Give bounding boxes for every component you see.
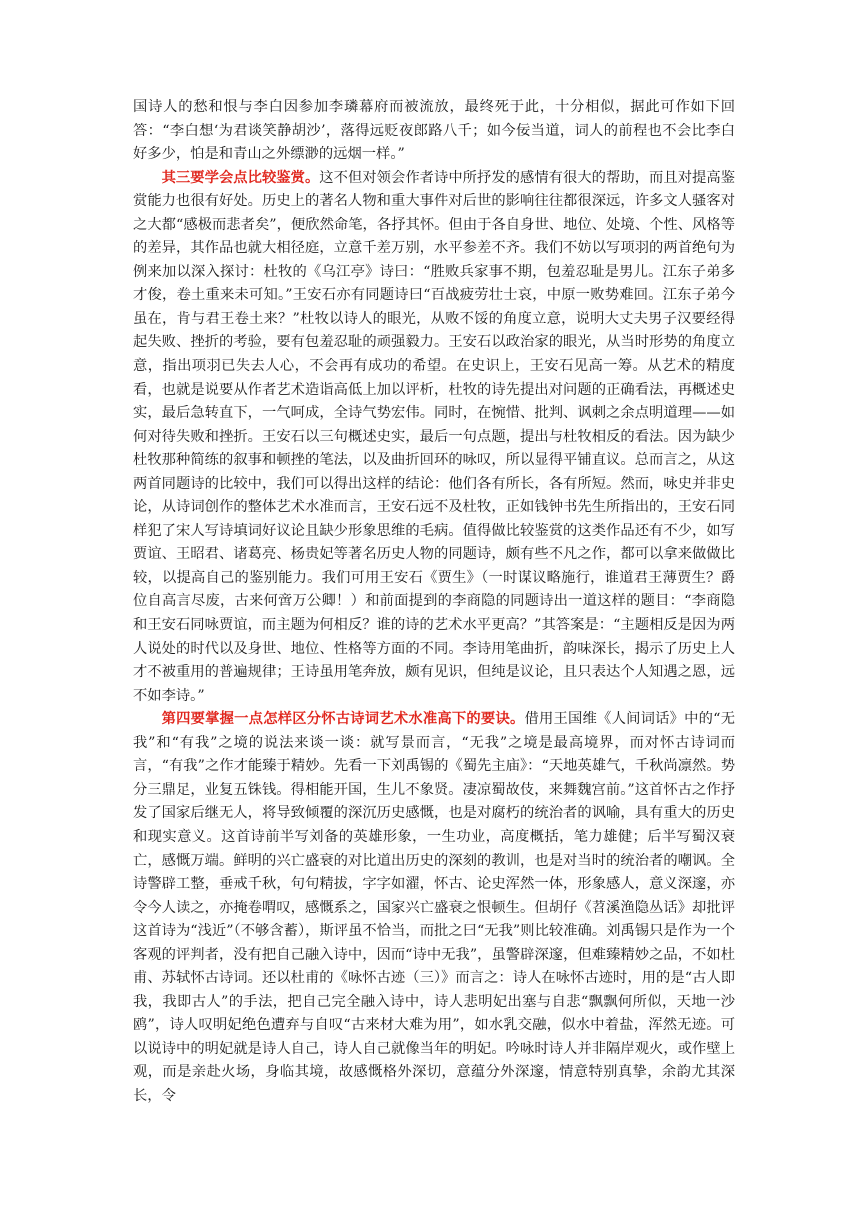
paragraph-3-text: 借用王国维《人间词话》中的“无我”和“有我”之境的说法来谈一谈：就写景而言，“无我”之境是最高境界，而对怀古诗词而言，“有我”之作才能臻于精妙。先看一下刘禹锡的《蜀先主庙》：“天地英雄气，千秋尚凛然。势分三鼎足，业复五铢钱。得相能开国，生儿不象贤。凄凉蜀故伎，来舞魏宫前。”这首怀古之作抒发了国家后继无人，将导致倾覆的深沉历史感慨，也是对腐朽的统治者的讽喻，具有重大的历史和现实意义。这首诗前半写刘备的英雄形象，一生功业，高度概括，笔力雄健；后半写蜀汉衰亡，感慨万端。鲜明的兴亡盛衰的对比道出历史的深刻的教训，也是对当时的统治者的嘲讽。全诗警辟工整，垂戒千秋，句句精拔，字字如濯，怀古、论史浑然一体，形象感人，意义深邃，亦令今人读之，亦掩卷喟叹，感慨系之，国家兴亡盛衰之恨顿生。但胡仔《苕溪渔隐丛话》却批评这首诗为“浅近”（不够含蓄），斯评虽不恰当，而批之曰“无我”则比较准确。刘禹锡只是作为一个客观的评判者，没有把自己融入诗中，因而“诗中无我”，虽警辟深邃，但难臻精妙之品，不如杜甫、苏轼怀古诗词。还以杜甫的《咏怀古迹（三）》而言之：诗人在咏怀古迹时，用的是“古人即我，我即古人”的手法，把自己完全融入诗中，诗人悲明妃出塞与自悲“飘飘何所似，天地一沙鸥”，诗人叹明妃绝色遭弃与自叹“古来材大难为用”，如水乳交融，似水中着盐，浑然无迹。可以说诗中的明妃就是诗人自己，诗人自己就像当年的明妃。吟咏时诗人并非隔岸观火，或作壁上观，而是亲赴火场，身临其境，故感慨格外深切，意蕴分外深邃，情意特别真挚，余韵尤其深长，令	[133, 711, 736, 1104]
paragraph-1-text: 国诗人的愁和恨与李白因参加李璘幕府而被流放，最终死于此，十分相似，据此可作如下回答：“李白想‘为君谈笑静胡沙’，落得远贬夜郎路八千；如今佞当道，词人的前程也不会比李白好多少，怕是和青山之外缥渺的远烟一样。”	[133, 99, 735, 163]
paragraph-2-text: 这不但对领会作者诗中所抒发的感情有很大的帮助，而且对提高鉴赏能力也很有好处。历史上的著名人物和重大事件对后世的影响往往都很深远，许多文人骚客对之大都“感极而悲者矣”，便欣然命笔，各抒其怀。但由于各自身世、地位、处境、个性、风格等的差异，其作品也就大相径庭，立意千差万别，水平参差不齐。我们不妨以写项羽的两首绝句为例来加以深入探讨：杜牧的《乌江亭》诗曰：“胜败兵家事不期，包羞忍耻是男儿。江东子弟多才俊，卷土重来未可知。”王安石亦有同题诗曰“百战疲劳壮士哀，中原一败势难回。江东子弟今虽在，肯与君王卷土来？”杜牧以诗人的眼光，从败不馁的角度立意，说明大丈夫男子汉要经得起失败、挫折的考验，要有包羞忍耻的顽强毅力。王安石以政治家的眼光，从当时形势的角度立意，指出项羽已失去人心，不会再有成功的希望。在史识上，王安石见高一筹。从艺术的精度看，也就是说要从作者艺术造诣高低上加以评析，杜牧的诗先提出对问题的正确看法，再概述史实，最后急转直下，一气呵成，全诗气势宏伟。同时，在惋惜、批判、讽刺之余点明道理——如何对待失败和挫折。王安石以三句概述史实，最后一句点题，提出与杜牧相反的看法。因为缺少杜牧那种简练的叙事和顿挫的笔法，以及曲折回环的咏叹，所以显得平铺直议。总而言之，从这两首同题诗的比较中，我们可以得出这样的结论：他们各有所长，各有所短。然而，咏史并非史论，从诗词创作的整体艺术水准而言，王安石远不及杜牧，正如钱钟书先生所指出的，王安石同样犯了宋人写诗填词好议论且缺少形象思维的毛病。值得做比较鉴赏的这类作品还有不少，如写贾谊、王昭君、诸葛亮、杨贵妃等著名历史人物的同题诗，颇有些不凡之作，都可以拿来做做比较，以提高自己的鉴别能力。我们可用王安石《贾生》（一时谋议略施行，谁道君王薄贾生？爵位自高言尽废，古来何啻万公卿！）和前面提到的李商隐的同题诗出一道这样的题目：“李商隐和王安石同咏贾谊，而主题为何相反？谁的诗的艺术水平更高？”其答案是：“主题相反是因为两人说处的时代以及身世、地位、性格等方面的不同。李诗用笔曲折，韵味深长，揭示了历史上人才不被重用的普遍规律；王诗虽用笔奔放，颇有见识，但纯是议论，且只表达个人知遇之恩，远不如李诗。”	[133, 169, 736, 704]
paragraph-3	[133, 708, 735, 1108]
paragraph-2	[133, 167, 735, 709]
paragraph-3-lead: 第四要掌握一点怎样区分怀古诗词艺术水准高下的要诀。	[161, 711, 525, 728]
document-body	[133, 96, 735, 1109]
paragraph-2-lead: 其三要学会点比较鉴赏。	[161, 169, 320, 186]
paragraph-1	[133, 96, 735, 167]
